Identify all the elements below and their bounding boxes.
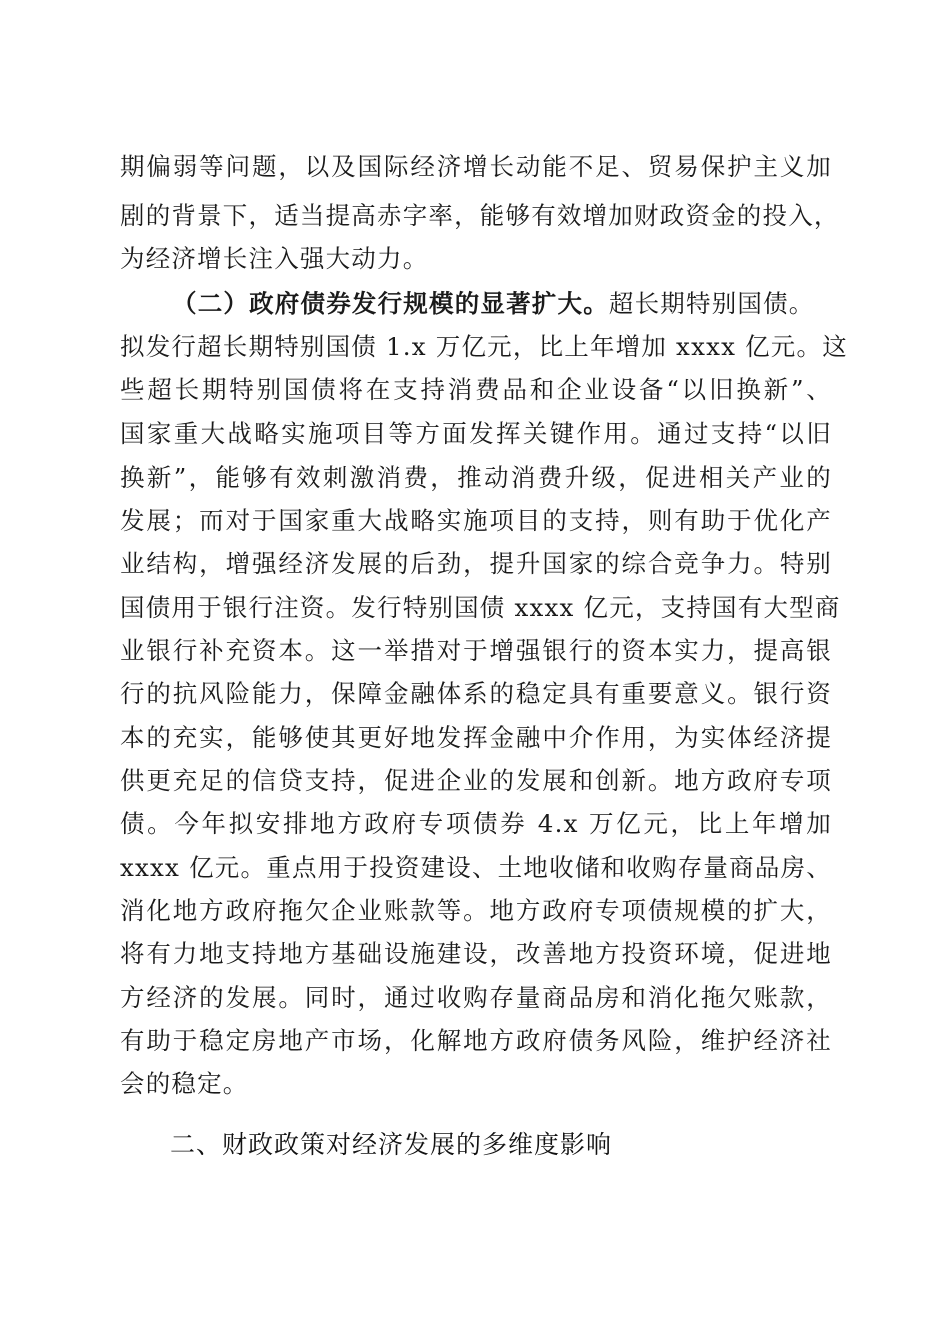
text-line: 剧的背景下，适当提高赤字率，能够有效增加财政资金的投入，: [120, 201, 840, 230]
text-line: 业结构，增强经济发展的后劲，提升国家的综合竞争力。特别: [120, 549, 832, 578]
text-line: 为经济增长注入强大动力。: [120, 244, 429, 273]
text-line: 些超长期特别国债将在支持消费品和企业设备“以旧换新”、: [120, 375, 832, 404]
text-line: 将有力地支持地方基础设施建设，改善地方投资环境，促进地: [120, 939, 832, 968]
text-line: 消化地方政府拖欠企业账款等。地方政府专项债规模的扩大，: [120, 896, 832, 925]
section-heading: 二、财政政策对经济发展的多维度影响: [170, 1130, 613, 1159]
text-line: 国债用于银行注资。发行特别国债 xxxx 亿元，支持国有大型商: [120, 593, 841, 622]
paragraph-first-line: [172, 285, 832, 320]
text-line: 方经济的发展。同时，通过收购存量商品房和消化拖欠账款，: [120, 983, 832, 1012]
text-line: 会的稳定。: [120, 1069, 249, 1098]
text-line: 供更充足的信贷支持，促进企业的发展和创新。地方政府专项: [120, 766, 832, 795]
text-line: 国家重大战略实施项目等方面发挥关键作用。通过支持“以旧: [120, 419, 832, 448]
text-line: 行的抗风险能力，保障金融体系的稳定具有重要意义。银行资: [120, 679, 832, 708]
text-line: 债。今年拟安排地方政府专项债券 4.x 万亿元，比上年增加: [120, 809, 832, 838]
text-line: 本的充实，能够使其更好地发挥金融中介作用，为实体经济提: [120, 723, 832, 752]
paragraph-lead-rest: 超长期特别国债。: [608, 289, 815, 318]
text-line: 期偏弱等问题，以及国际经济增长动能不足、贸易保护主义加: [120, 152, 832, 181]
text-line: 业银行补充资本。这一举措对于增强银行的资本实力，提高银: [120, 636, 832, 665]
text-line: 换新”，能够有效刺激消费，推动消费升级，促进相关产业的: [120, 463, 832, 492]
text-line: xxxx 亿元。重点用于投资建设、土地收储和收购存量商品房、: [120, 853, 832, 882]
paragraph-lead-heading: （二）政府债券发行规模的显著扩大。: [172, 289, 609, 318]
text-line: 发展；而对于国家重大战略实施项目的支持，则有助于优化产: [120, 506, 832, 535]
text-line: 有助于稳定房地产市场，化解地方政府债务风险，维护经济社: [120, 1026, 832, 1055]
text-line: 拟发行超长期特别国债 1.x 万亿元，比上年增加 xxxx 亿元。这: [120, 332, 848, 361]
